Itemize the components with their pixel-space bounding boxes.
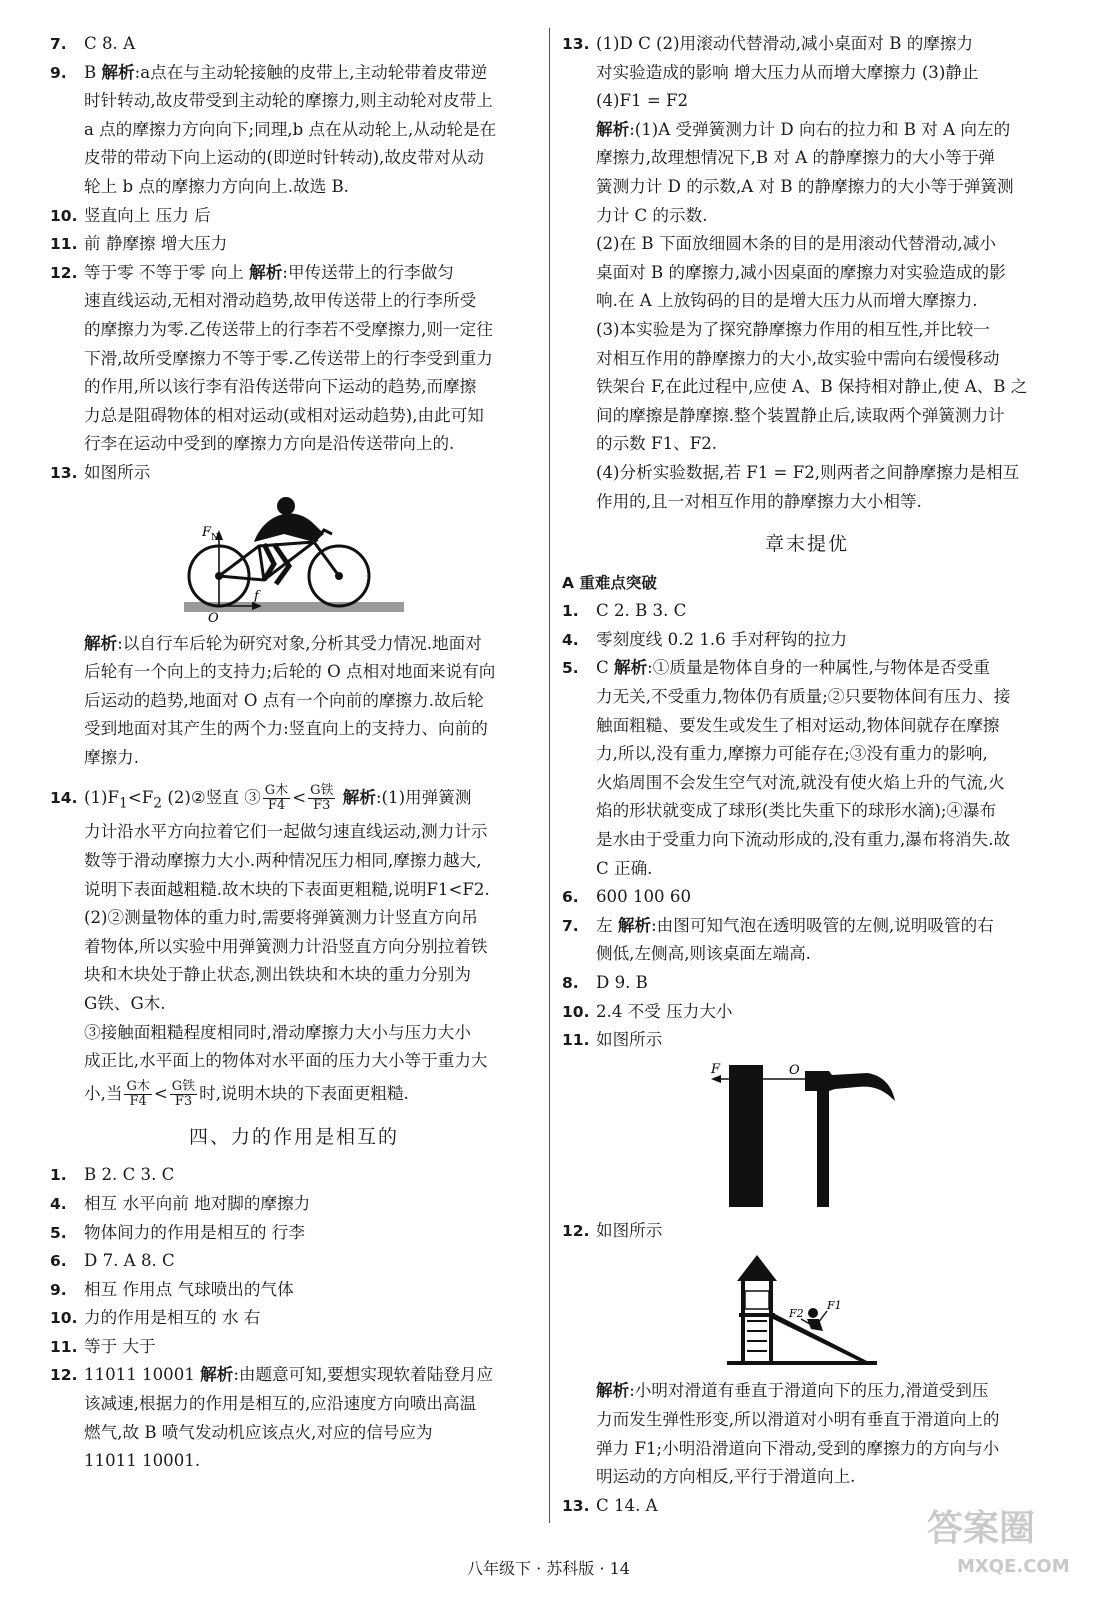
hammer-diagram <box>707 1061 907 1211</box>
rider-head <box>277 497 295 515</box>
answer-6: 6. 600 100 60 <box>562 887 692 907</box>
hammer-figure <box>562 1061 1052 1211</box>
answer-4: 4. 零刻度线 0.2 1.6 手对秤钩的拉力 <box>562 629 848 649</box>
svg-text:O: O <box>208 610 219 624</box>
answer-9: 9. B 解析:a点在与主动轮接触的皮带上,主动轮带着皮带逆 时针转动,故皮带受到主动轮的摩擦力,则主动轮对皮带上 a 点的摩擦力方向向下;同理,b 点在从动轮上,从动轮是在 皮带的带动下向上运动的(即逆时针转动),故皮带对从动 轮上 b 点的摩擦力方向向上.故选 B. <box>50 59 538 202</box>
answer-13-analysis: 解析:以自行车后轮为研究对象,分析其受力情况.地面对 后轮有一个向上的支持力;后轮的 O 点相对地面来说有向 后运动的趋势,地面对 O 点有一个向前的摩擦力.故后轮 受到地面对其产生的两个力:竖直向上的支持力、向前的 摩擦力. <box>84 633 496 767</box>
child-head <box>808 1308 818 1318</box>
rider-legs <box>264 544 289 584</box>
fraction-iron: $\frac{\text{G铁}}{F3}$ <box>310 783 334 814</box>
answer-9: 9. 相互 作用点 气球喷出的气体 <box>50 1279 294 1299</box>
analysis-lines: 时针转动,故皮带受到主动轮的摩擦力,则主动轮对皮带上 a 点的摩擦力方向向下;同理,b 点在从动轮上,从动轮是在 皮带的带动下向上运动的(即逆时针转动),故皮带对从动 轮上 b 点的摩擦力方向向上.故选 B. <box>84 91 497 196</box>
answer-11: 11. 等于 大于 <box>50 1336 156 1356</box>
answer-13: 13. C 14. A <box>562 1495 658 1515</box>
answer-8: 8. D 9. B <box>562 973 648 992</box>
bicycle-figure <box>50 494 538 624</box>
svg-text:F: F <box>711 1061 721 1077</box>
answer-12: 12. 11011 10001 解析:由题意可知,要想实现软着陆登月应 该减速,根据力的作用是相互的,应沿速度方向喷出高温 燃气,故 B 喷气发动机应该点火,对应的信号应为 11011 10001. <box>50 1365 494 1471</box>
answer-7: 7. C 8. A <box>50 34 136 53</box>
rider-body <box>254 513 324 541</box>
left-column <box>50 30 538 1476</box>
ladder <box>747 1321 767 1351</box>
analysis-label: 解析 <box>249 262 283 282</box>
answer-5: 5. 物体间力的作用是相互的 行李 <box>50 1222 305 1242</box>
answer-11: 11. 前 静摩擦 增大压力 <box>50 234 228 254</box>
answer-10: 10. 力的作用是相互的 水 右 <box>50 1308 261 1328</box>
tower-platform <box>739 1313 775 1317</box>
answer-7: 7. 左 解析:由图可知气泡在透明吸管的左侧,说明吸管的右 侧低,左侧高,则该桌面左端高. <box>562 915 994 964</box>
answer-14: 14. $(1)F_1<F_2$ (2)②竖直 ③ $\frac{\text{G木}}{F4}$ < $\frac{\text{G铁}}{F3}$ 解析:(1)用弹簧测 力计沿水平方向拉着它们一起做匀速直线运动,测力计示 数等于滑动摩擦力大小.两种情况压力相同,摩擦力越大, 说明下表面越粗糙.故木块的下表面更粗糙,说明F1<F2. (2)②测量物体的重力时,需要将弹簧测力计竖直方向吊 着物体,所以实验中用弹簧测力计沿竖直方向分别拉着铁 块和木块处于静止状态,测出铁块和木块的重力分别为 G铁、G木. ③接触面粗糙程度相同时,滑动摩擦力大小与压力大小 成正比,水平面上的物体对水平面的压力大小等于重力大 小,当 $\frac{\text{G木}}{F4}$ < $\frac{\text{G铁}}{F3}$ 时,说明木块的下表面更粗糙. <box>50 783 490 1109</box>
svg-text:F2: F2 <box>789 1307 804 1321</box>
svg-text:f: f <box>254 588 259 604</box>
section-title-mutual-force: 四、力的作用是相互的 <box>188 1125 399 1148</box>
answer-12: 12. 如图所示 <box>562 1220 663 1240</box>
slide-figure <box>562 1251 1052 1371</box>
answer-6: 6. D 7. A 8. C <box>50 1251 175 1271</box>
svg-text:N: N <box>211 532 219 543</box>
answer-5: 5. C 解析:①质量是物体自身的一种属性,与物体是否受重 力无关,不受重力,物体仍有质量;②只要物体间有压力、接 触面粗糙、要发生或发生了相对运动,物体间就存在摩擦 力,所以,没有重力,摩擦力可能存在;③没有重力的影响, 火焰周围不会发生空气对流,就没有使火焰上升的气流,火 焰的形状就变成了球形(类比失重下的球形水滴);④瀑布 是水由于受重力向下流动形成的,没有重力,瀑布将消失.故 C 正确. <box>562 658 1011 878</box>
answer-12: 12. 等于零 不等于零 向上 解析:甲传送带上的行李做匀 速直线运动,无相对滑动趋势,故甲传送带上的行李所受 的摩擦力为零.乙传送带上的行李若不受摩擦力,则一定往 下滑,故所受摩擦力不等于零.乙传送带上的行李受到重力 的作用,所以该行李有沿传送带向下运动的趋势,而摩擦 力总是阻碍物体的相对运动(或相对运动趋势),由此可知 行李在运动中受到的摩擦力方向是沿传送带向上的. <box>50 262 493 454</box>
answer-13-experiment: 13. (1)D C (2)用滚动代替滑动,减小桌面对 B 的摩擦力 对实验造成的影响 增大压力从而增大摩擦力 (3)静止 (4)F1 = F2 解析:(1)A 受弹簧测力计 D 向右的拉力和 B 对 A 向左的 摩擦力,故理想情况下,B 对 A 的静摩擦力的大小等于弹 簧测力计 D 的示数,A 对 B 的静摩擦力的大小等于弹簧测 力计 C 的示数. (2)在 B 下面放细圆木条的目的是用滚动代替滑动,减小 桌面对 B 的摩擦力,减小因桌面的摩擦力对实验造成的影 响.在 A 上放钩码的目的是增大压力从而增大摩擦力. (3)本实验是为了探究静摩擦力作用的相互性,并比较一 对相互作用的静摩擦力的大小,故实验中需向右缓慢移动 铁架台 F,在此过程中,应使 A、B 保持相对静止,使 A、B 之 间的摩擦是静摩擦.整个装置静止后,读取两个弹簧测力计 的示数 F1、F2. (4)分析实验数据,若 F1 = F2,则两者之间静摩擦力是相互 作用的,且一对相互作用的静摩擦力大小相等. <box>562 34 1028 511</box>
watermark-logo: 答案圈 MXQE.COM <box>927 1508 1070 1577</box>
svg-text:F1: F1 <box>827 1299 842 1313</box>
child-body <box>807 1319 823 1331</box>
tower-roof <box>737 1255 777 1281</box>
right-column <box>562 30 1052 1520</box>
svg-text:F: F <box>202 524 212 540</box>
subsection-heading: A 重难点突破 <box>562 573 657 592</box>
column-divider <box>549 28 550 1523</box>
cyclist-diagram <box>164 494 424 624</box>
page-footer: 八年级下 · 苏科版 · 14 <box>467 1559 630 1578</box>
answer-1: 1. B 2. C 3. C <box>50 1165 175 1185</box>
svg-text:O: O <box>789 1062 800 1078</box>
fraction-wood: $\frac{\text{G木}}{F4}$ <box>264 783 289 814</box>
section-title-chapter-review: 章末提优 <box>764 533 849 556</box>
answer-12-analysis: 解析:小明对滑道有垂直于滑道向下的压力,滑道受到压 力而发生弹性形变,所以滑道对小明有垂直于滑道向上的 弹力 F1;小明沿滑道向下滑动,受到的摩擦力的方向与小 明运动的方向相反,平行于滑道向上. <box>596 1381 1000 1487</box>
analysis-label: 解析 <box>101 62 135 82</box>
answer-13: 13. 如图所示 <box>50 462 151 482</box>
answer-11: 11. 如图所示 <box>562 1030 663 1050</box>
hammer-handle <box>817 1089 829 1207</box>
answer-10: 10. 2.4 不受 压力大小 <box>562 1001 733 1021</box>
answer-1: 1. C 2. B 3. C <box>562 601 687 621</box>
wall-board <box>729 1065 763 1207</box>
answer-10: 10. 竖直向上 压力 后 <box>50 205 211 225</box>
answer-4: 4. 相互 水平向前 地对脚的摩擦力 <box>50 1193 311 1213</box>
ground-line <box>727 1361 877 1365</box>
slide-diagram <box>727 1251 887 1371</box>
